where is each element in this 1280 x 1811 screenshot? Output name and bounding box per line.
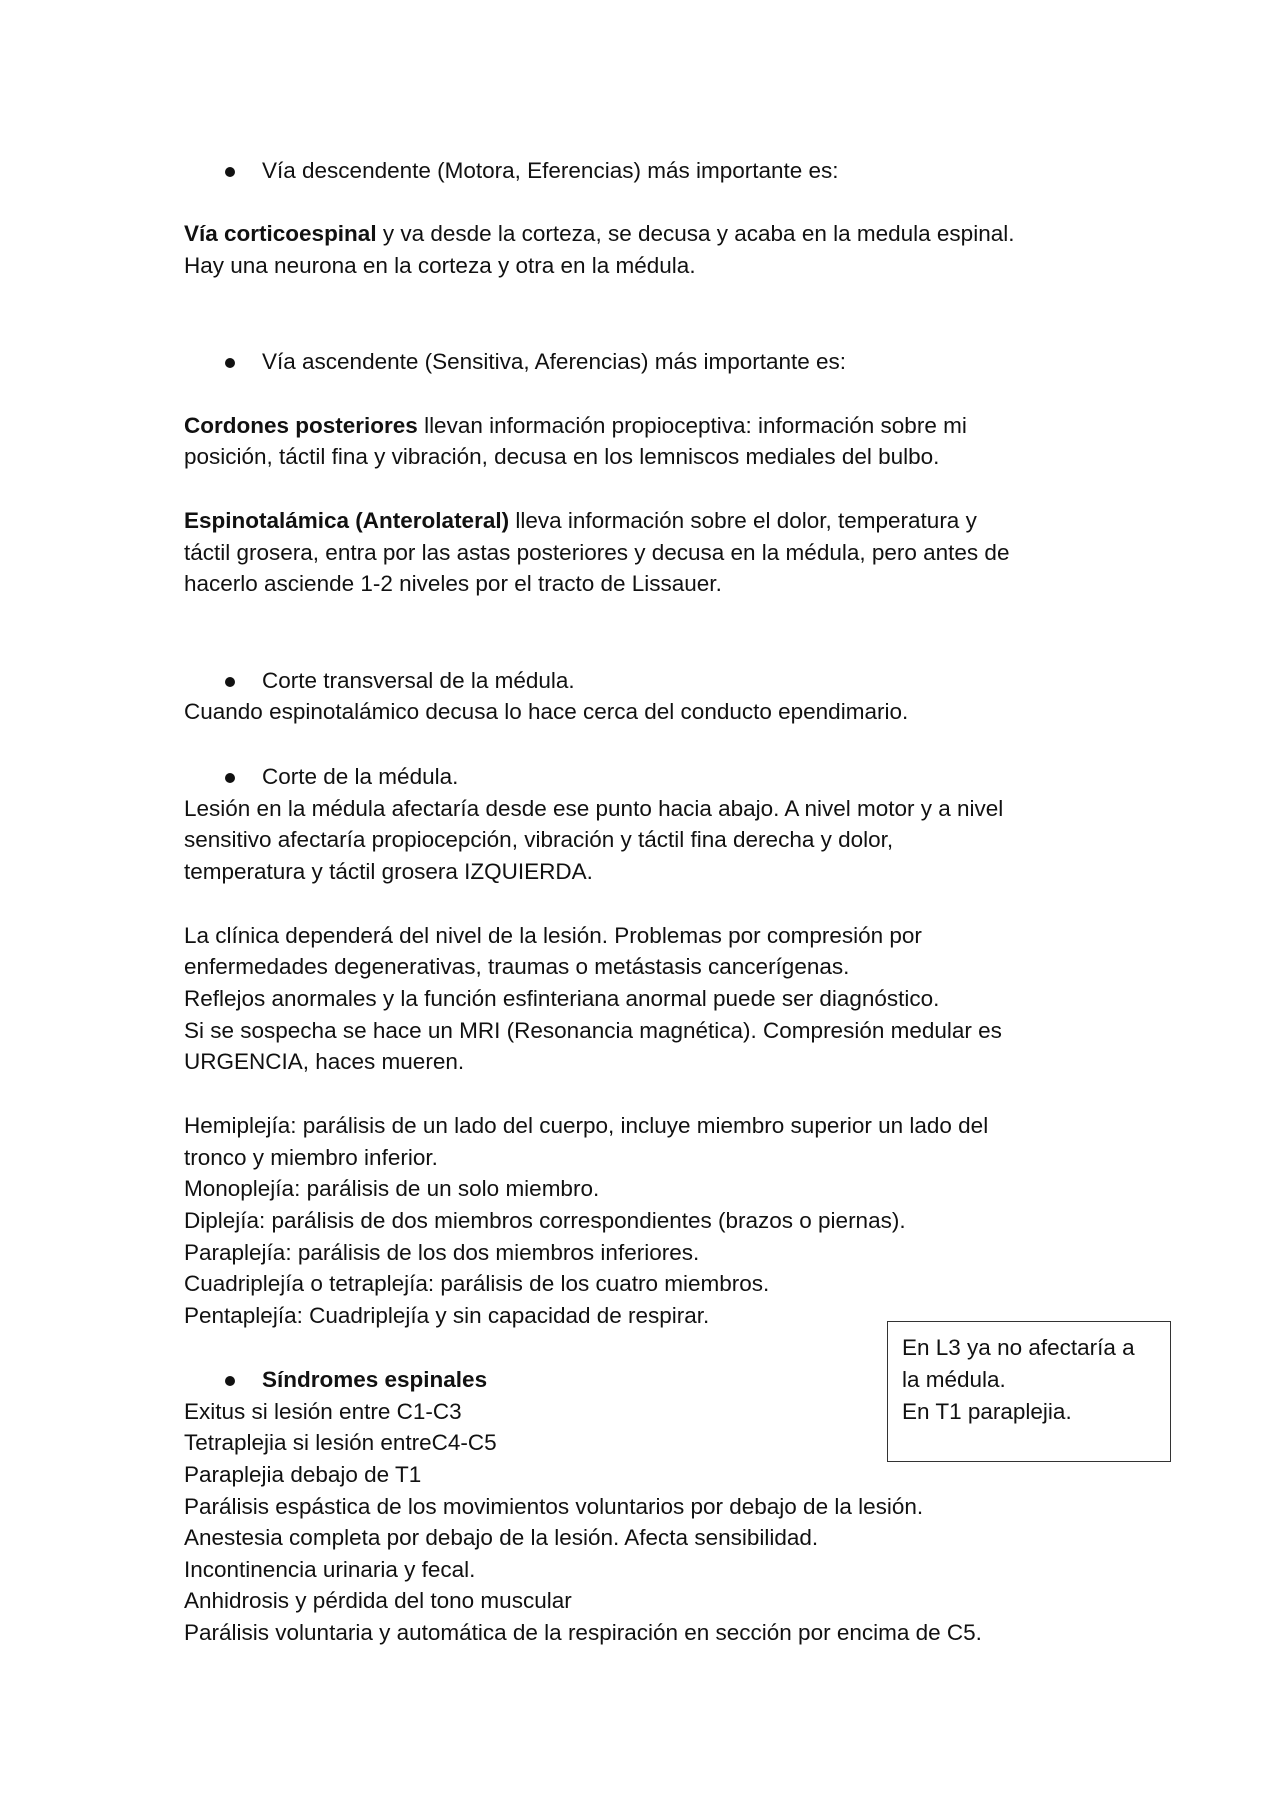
corticoespinal-text: y va desde la corteza, se decusa y acaba en la medula espinal. [376,221,1015,246]
diplejia-line: Diplejía: parálisis de dos miembros correspondientes (brazos o piernas). [184,1208,906,1233]
sindrome-line1: Exitus si lesión entre C1-C3 [184,1399,462,1424]
sindromes-heading: Síndromes espinales [262,1367,488,1392]
espinotalamica-text: lleva información sobre el dolor, temperatura y [509,508,977,533]
paraplejia-line: Paraplejía: parálisis de los dos miembros inferiores. [184,1240,700,1265]
sindrome-line3: Paraplejia debajo de T1 [184,1462,422,1487]
espinotalamica-paragraph [184,505,977,537]
sindrome-line8: Parálisis voluntaria y automática de la respiración en sección por encima de C5. [184,1620,982,1645]
hemiplejia-line2: tronco y miembro inferior. [184,1145,438,1170]
clinica-line4: Si se sospecha se hace un MRI (Resonancia magnética). Compresión medular es [184,1018,1002,1043]
bullet-dot [225,1376,235,1386]
sindrome-line5: Anestesia completa por debajo de la lesión. Afecta sensibilidad. [184,1525,819,1550]
corte-transversal-line: Cuando espinotalámico decusa lo hace cerca del conducto ependimario. [184,699,909,724]
bullet-sindromes [262,1364,487,1396]
bullet-dot [225,167,235,177]
clinica-line1: La clínica dependerá del nivel de la lesión. Problemas por compresión por [184,923,922,948]
note-box [887,1321,1171,1462]
corte-line3: temperatura y táctil grosera IZQUIERDA. [184,859,593,884]
cordones-line2: posición, táctil fina y vibración, decusa en los lemniscos mediales del bulbo. [184,444,940,469]
corticoespinal-paragraph [184,218,1014,250]
sindrome-line6: Incontinencia urinaria y fecal. [184,1557,476,1582]
corte-line1: Lesión en la médula afectaría desde ese punto hacia abajo. A nivel motor y a nivel [184,796,1004,821]
note-line2: la médula. [902,1367,1006,1392]
sindrome-line2: Tetraplejia si lesión entreC4-C5 [184,1430,497,1455]
corte-line2: sensitivo afectaría propiocepción, vibración y táctil fina derecha y dolor, [184,827,894,852]
note-line3: En T1 paraplejia. [902,1399,1072,1424]
corticoespinal-term: Vía corticoespinal [184,221,377,246]
pentaplejia-line: Pentaplejía: Cuadriplejía y sin capacidad de respirar. [184,1303,710,1328]
bullet-dot [225,773,235,783]
sindrome-line7: Anhidrosis y pérdida del tono muscular [184,1588,572,1613]
corticoespinal-line2: Hay una neurona en la corteza y otra en la médula. [184,253,696,278]
hemiplejia-line1: Hemiplejía: parálisis de un lado del cuerpo, incluye miembro superior un lado del [184,1113,989,1138]
bullet-ascendente: Vía ascendente (Sensitiva, Aferencias) más importante es: [262,349,847,374]
espinotalamica-line2: táctil grosera, entra por las astas posteriores y decusa en la médula, pero antes de [184,540,1010,565]
cordones-text: llevan información propioceptiva: información sobre mi [417,413,967,438]
bullet-dot [225,358,235,368]
clinica-line2: enfermedades degenerativas, traumas o metástasis cancerígenas. [184,954,850,979]
cuadriplejia-line: Cuadriplejía o tetraplejía: parálisis de los cuatro miembros. [184,1271,770,1296]
cordones-paragraph [184,410,967,442]
clinica-line3: Reflejos anormales y la función esfinteriana anormal puede ser diagnóstico. [184,986,940,1011]
monoplejia-line: Monoplejía: parálisis de un solo miembro. [184,1176,600,1201]
clinica-line5: URGENCIA, haces mueren. [184,1049,465,1074]
bullet-corte: Corte de la médula. [262,764,459,789]
note-line1: En L3 ya no afectaría a [902,1335,1135,1360]
espinotalamica-line3: hacerlo asciende 1-2 niveles por el tracto de Lissauer. [184,571,722,596]
cordones-term: Cordones posteriores [184,413,418,438]
espinotalamica-term: Espinotalámica (Anterolateral) [184,508,510,533]
bullet-dot [225,677,235,687]
sindrome-line4: Parálisis espástica de los movimientos voluntarios por debajo de la lesión. [184,1494,924,1519]
bullet-corte-transversal: Corte transversal de la médula. [262,668,575,693]
bullet-descendente: Vía descendente (Motora, Eferencias) más importante es: [262,158,839,183]
